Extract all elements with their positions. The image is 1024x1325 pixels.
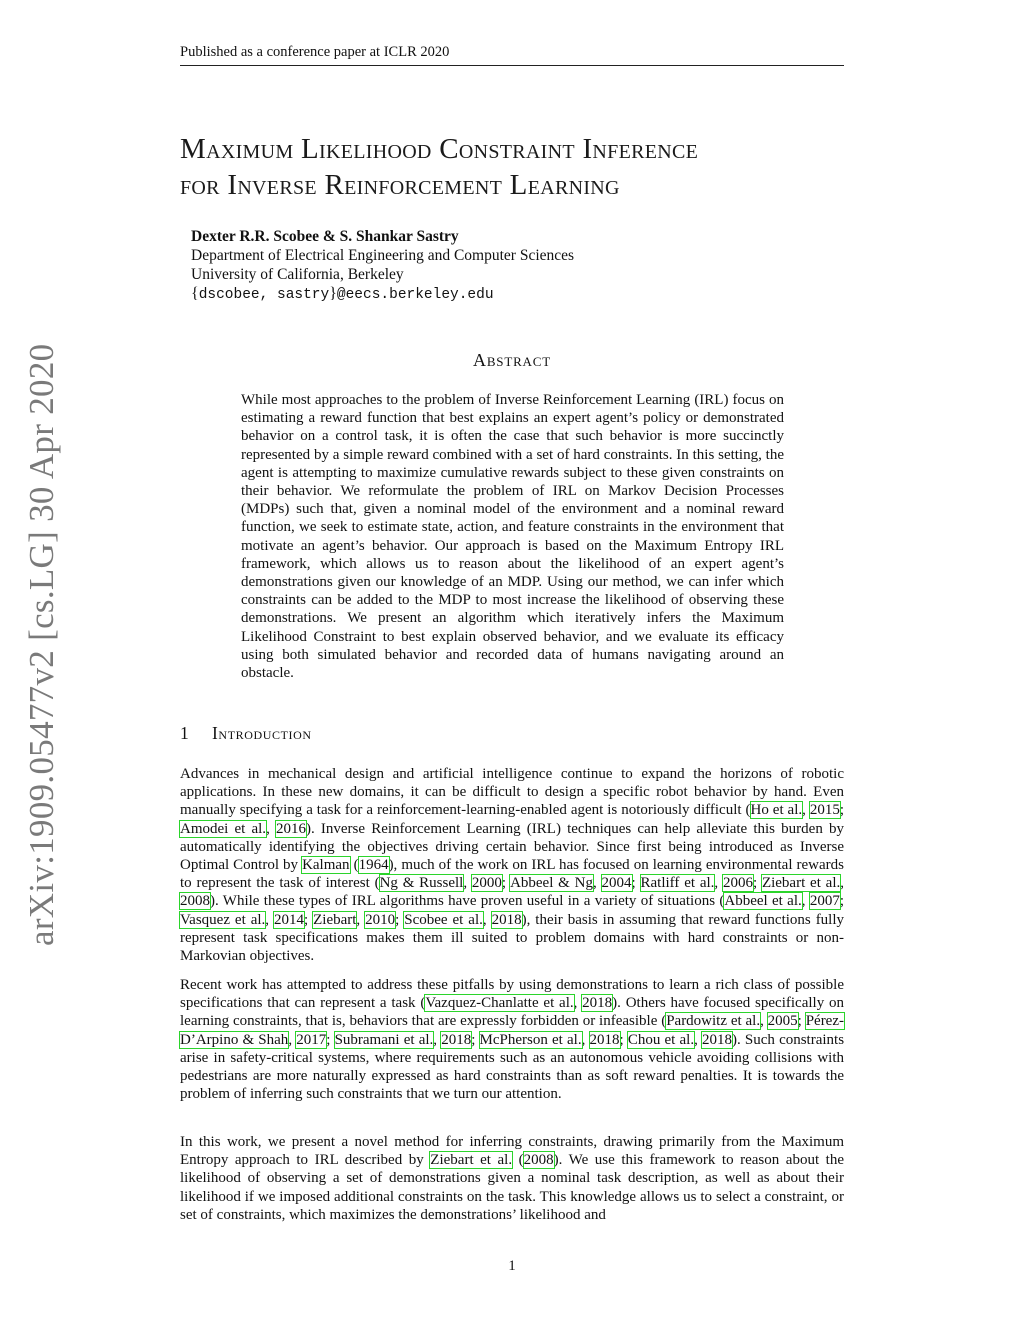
text: ; — [326, 1031, 335, 1048]
email-users: dscobee, sastry — [198, 287, 330, 303]
email-brace-open: { — [191, 285, 199, 302]
text: ; — [631, 875, 641, 892]
text: , — [356, 911, 366, 928]
citation-link[interactable]: 2014 — [273, 911, 304, 928]
text: ; — [797, 1013, 806, 1030]
text: ; — [839, 802, 845, 819]
author-names: Dexter R.R. Scobee & S. Shankar Sastry — [191, 228, 459, 245]
section-heading-introduction — [180, 723, 312, 744]
author-university: University of California, Berkeley — [191, 266, 404, 283]
citation-link[interactable]: Pérez-D’Arpino & Shah — [180, 1013, 844, 1048]
citation-link[interactable]: Ziebart et al. — [430, 1152, 513, 1169]
text: , — [288, 1031, 297, 1048]
text: , — [581, 1031, 590, 1048]
text: , — [592, 875, 602, 892]
text: , — [694, 1031, 702, 1048]
intro-paragraph-3 — [180, 1133, 844, 1224]
citation-link[interactable]: 2004 — [601, 875, 632, 892]
text: , — [266, 820, 276, 837]
text: , — [463, 875, 472, 892]
title-line-2: for Inverse Reinforcement Learning — [180, 169, 620, 201]
text: , — [482, 911, 492, 928]
title-line-1: Maximum Likelihood Constraint Inference — [180, 133, 699, 165]
citation-link[interactable]: Vasquez et al. — [180, 911, 266, 928]
text: , — [714, 875, 723, 892]
text: ), much of the work on IRL has focused on learning environmental rewards to represent the task of interest ( — [180, 857, 844, 892]
citation-link[interactable]: 2008 — [523, 1152, 554, 1169]
citation-link[interactable]: 2018 — [702, 1031, 732, 1048]
text: , — [433, 1031, 442, 1048]
paper-title — [180, 131, 844, 203]
citation-link[interactable]: Chou et al. — [627, 1031, 695, 1048]
citation-link[interactable]: Ng & Russell — [379, 875, 464, 892]
text: ( — [512, 1152, 524, 1169]
text: ). Such constraints arise in safety-critical systems, where requirements such as an autonomous vehicle avoiding collisions with pedestrians are more naturally expressed as hard constraints than as soft reward penalties. It is towards the problem of inferring such constraints that we turn our attention. — [180, 1031, 845, 1103]
section-number: 1 — [180, 723, 189, 743]
intro-paragraph-2 — [180, 976, 844, 1103]
text: , — [573, 995, 583, 1012]
citation-link[interactable]: Ziebart et al. — [761, 875, 841, 892]
text: ). We use this framework to reason about the likelihood of observing a set of demonstrations given a nominal task description, as well as about their likelihood if we imposed additional constraints on the task. This knowledge allows us to select a constraint, or set of constraints, which maximizes the demonstrations’ likelihood and — [180, 1152, 844, 1223]
text: ; — [501, 875, 511, 892]
text: ( — [349, 857, 359, 874]
text: ; — [619, 1031, 628, 1048]
citation-link[interactable]: Kalman — [302, 857, 350, 874]
citation-link[interactable]: 2000 — [471, 875, 502, 892]
citation-link[interactable]: 2018 — [589, 1031, 620, 1048]
text: Recent work has attempted to address these pitfalls by using demonstrations to learn a rich class of possible specifications that can represent a task ( — [180, 977, 844, 1012]
citation-link[interactable]: 2017 — [296, 1031, 327, 1048]
citation-link[interactable]: Ziebart — [313, 911, 357, 928]
citation-link[interactable]: Abbeel & Ng — [510, 875, 593, 892]
citation-link[interactable]: 2018 — [441, 1031, 472, 1048]
text: ; — [471, 1031, 480, 1048]
intro-paragraph-1 — [180, 765, 844, 965]
citation-link[interactable]: 2008 — [180, 893, 210, 910]
text: ; — [752, 875, 762, 892]
citation-link[interactable]: 2016 — [275, 820, 306, 837]
citation-link[interactable]: Ho et al. — [750, 802, 803, 819]
email-brace-close: } — [329, 285, 337, 302]
text: ). While these types of IRL algorithms have proven useful in a variety of situations ( — [210, 893, 725, 910]
citation-link[interactable]: 2007 — [809, 893, 840, 910]
citation-link[interactable]: 2006 — [722, 875, 753, 892]
text: In this work, we present a novel method for inferring constraints, drawing primarily from the Maximum Entropy approach to IRL described by — [180, 1134, 844, 1169]
arxiv-identifier: arXiv:1909.05477v2 [cs.LG] 30 Apr 2020 — [22, 343, 61, 946]
text: ; — [303, 911, 314, 928]
citation-link[interactable]: McPherson et al. — [479, 1031, 582, 1048]
text: , — [801, 893, 810, 910]
citation-link[interactable]: Scobee et al. — [404, 911, 483, 928]
text: ). Others have focused specifically on learning constraints, that is, behaviors that are expressly forbidden or infeasible ( — [180, 995, 844, 1030]
citation-link[interactable]: Vazquez-Chanlatte et al. — [425, 995, 574, 1012]
citation-link[interactable]: 2018 — [491, 911, 522, 928]
author-block — [191, 227, 574, 305]
text: , — [802, 802, 810, 819]
citation-link[interactable]: Ratliff et al. — [640, 875, 715, 892]
abstract-text: While most approaches to the problem of Inverse Reinforcement Learning (IRL) focus on estimating a reward function that best explains an expert agent’s policy or demonstrated behavior on a control task, it is often the case that such behavior is more succinctly represented by a simple reward combined with a set of hard constraints. In this setting, the agent is attempting to maximize cumulative rewards subject to these given constraints on their behavior. We reformulate the problem of IRL on Markov Decision Processes (MDPs) such that, given a nominal model of the environment and a nominal reward function, we seek to estimate state, action, and feature constraints in the environment that motivate an agent’s behavior. Our approach is based on the Maximum Entropy IRL framework, which allows us to reason about the likelihood of an expert agent’s demonstrations given our knowledge of an MDP. Using our method, we can infer which constraints can be added to the MDP to most increase the likelihood of observing these demonstrations. We present an algorithm which iteratively infers the Maximum Likelihood Constraint to best explain observed behavior, and we evaluate its efficacy using both simulated behavior and recorded data of humans navigating around an obstacle. — [241, 392, 784, 682]
abstract-heading: Abstract — [473, 350, 551, 370]
section-title: Introduction — [212, 723, 312, 743]
text: ). Inverse Reinforcement Learning (IRL) techniques can help alleviate this burden by automatically identifying the objectives driving certain behavior. Since first being introduced as Inverse Optimal Control by — [180, 820, 844, 874]
author-department: Department of Electrical Engineering and Computer Sciences — [191, 247, 575, 264]
citation-link[interactable]: Pardowitz et al. — [666, 1013, 761, 1030]
text: ), their basis in assuming that reward functions fully represent task specifications makes them ill suited to problem domains with hard constraints or non-Markovian objectives. — [180, 911, 845, 965]
text: , — [760, 1013, 768, 1030]
email-domain: @eecs.berkeley.edu — [336, 287, 494, 303]
citation-link[interactable]: 1964 — [358, 857, 389, 874]
text: , — [265, 911, 274, 928]
citation-link[interactable]: 2010 — [365, 911, 396, 928]
author-email — [191, 284, 574, 305]
citation-link[interactable]: Amodei et al. — [180, 820, 267, 837]
text: , — [840, 875, 844, 892]
citation-link[interactable]: 2015 — [809, 802, 840, 819]
citation-link[interactable]: Abbeel et al. — [724, 893, 802, 910]
citation-link[interactable]: Subramani et al. — [334, 1031, 434, 1048]
running-header: Published as a conference paper at ICLR 2020 — [180, 44, 844, 66]
text: ; — [395, 911, 405, 928]
citation-link[interactable]: 2018 — [582, 995, 613, 1012]
citation-link[interactable]: 2005 — [767, 1013, 798, 1030]
page-number: 1 — [508, 1258, 516, 1274]
text: ; — [839, 893, 844, 910]
text: Advances in mechanical design and artificial intelligence continue to expand the horizons of robotic applications. In these new domains, it can be difficult to design a specific robot behavior by hand. Even manually specifying a task for a reinforcement-learning-enabled agent is notoriously difficult ( — [180, 766, 844, 819]
